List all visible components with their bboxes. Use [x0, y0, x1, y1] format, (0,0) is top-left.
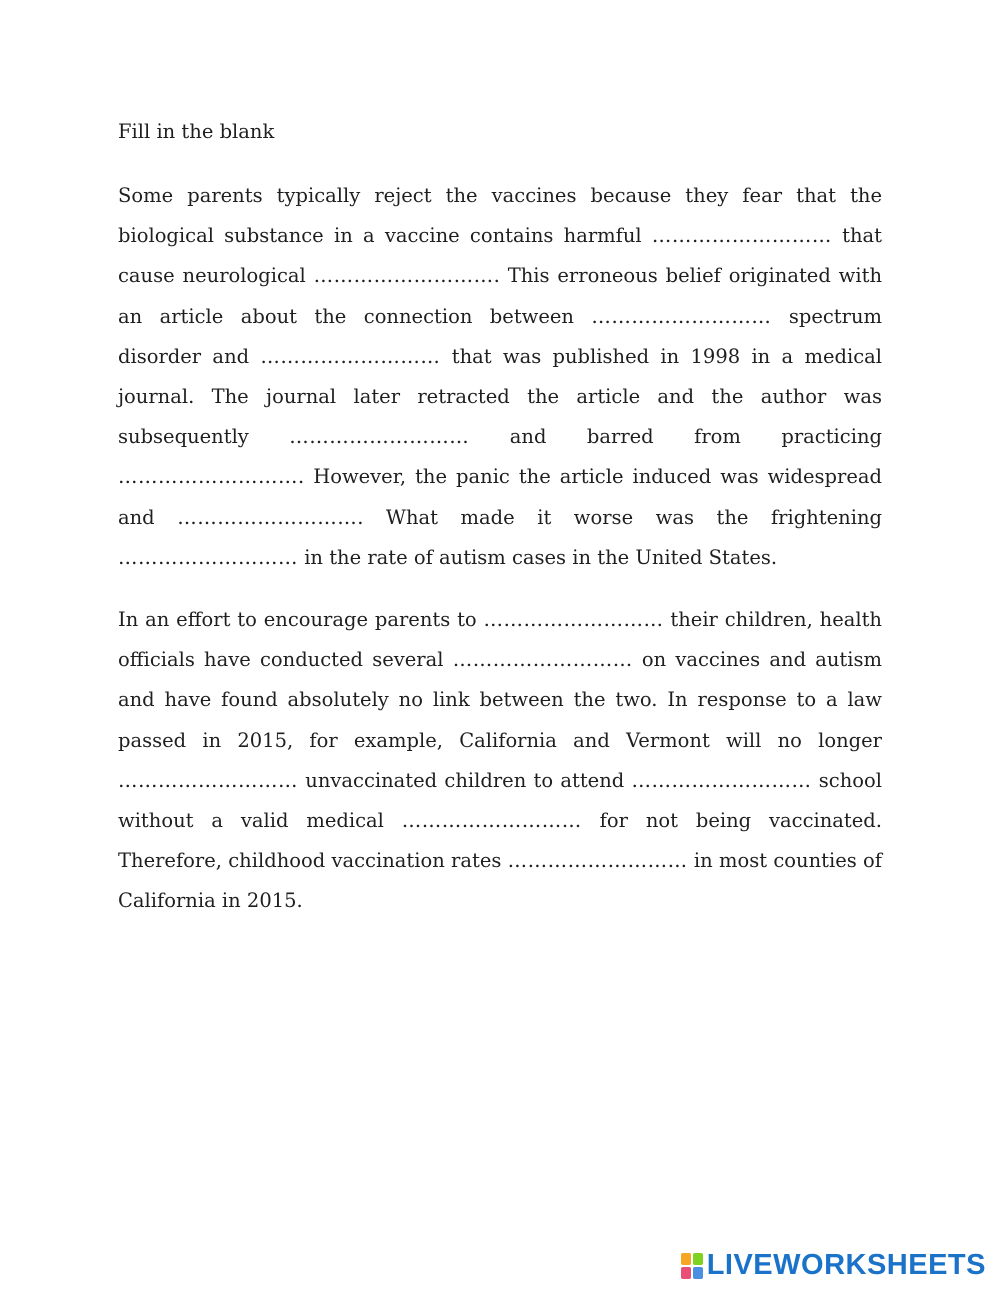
logo-square: [681, 1253, 691, 1265]
logo-square: [681, 1267, 691, 1279]
answer-blank[interactable]: ………………………: [591, 304, 772, 328]
answer-blank[interactable]: ………………………: [631, 768, 812, 792]
logo-square: [693, 1253, 703, 1265]
answer-blank[interactable]: ………………………: [260, 344, 441, 368]
answer-blank[interactable]: ………………………: [507, 849, 688, 873]
answer-blank[interactable]: ………………………: [651, 224, 832, 248]
answer-blank[interactable]: ………………………: [118, 465, 298, 489]
answer-blank[interactable]: ………………………: [118, 545, 298, 569]
paragraph-2: In an effort to encourage parents to ……………………… their children, health officials have conducted several ……………………… on vaccines and autism and have found absolutely no link between the two. In response to a law passed in 2015, for example, California and Vermont will no longer ……………………… unvaccinated children to attend ……………………… school without a valid medical ……………………… for not being vaccinated. Therefore, childhood vaccination rates ……………………… in most counties of California in 2015.: [118, 608, 883, 913]
answer-blank[interactable]: ………………………: [313, 264, 494, 288]
answer-blank[interactable]: ………………………: [289, 425, 470, 449]
liveworksheets-logo-text: LIVEWORKSHEETS: [706, 1249, 986, 1281]
answer-blank[interactable]: ………………………: [401, 809, 582, 833]
worksheet-page: [118, 114, 882, 944]
answer-blank[interactable]: ………………………: [177, 505, 358, 529]
answer-blank[interactable]: ………………………: [118, 768, 298, 792]
logo-square: [693, 1267, 703, 1279]
paragraph-1: Some parents typically reject the vaccines because they fear that the biological substance in a vaccine contains harmful ……………………… that cause neurological ………………………. This erroneous belief originated with an article about the connection between ……………………… spectrum disorder and ……………………… that was published in 1998 in a medical journal. The journal later retracted the article and the author was subsequently ……………………… and barred from practicing ………………………. However, the panic the article induced was widespread and ………………………. What made it worse was the frightening ……………………… in the rate of autism cases in the United States.: [118, 184, 883, 569]
worksheet-heading: Fill in the blank: [118, 120, 275, 143]
liveworksheets-logo-icon: [681, 1253, 703, 1279]
answer-blank[interactable]: ………………………: [483, 608, 664, 632]
liveworksheets-logo: [681, 1251, 986, 1280]
answer-blank[interactable]: ………………………: [452, 648, 633, 672]
